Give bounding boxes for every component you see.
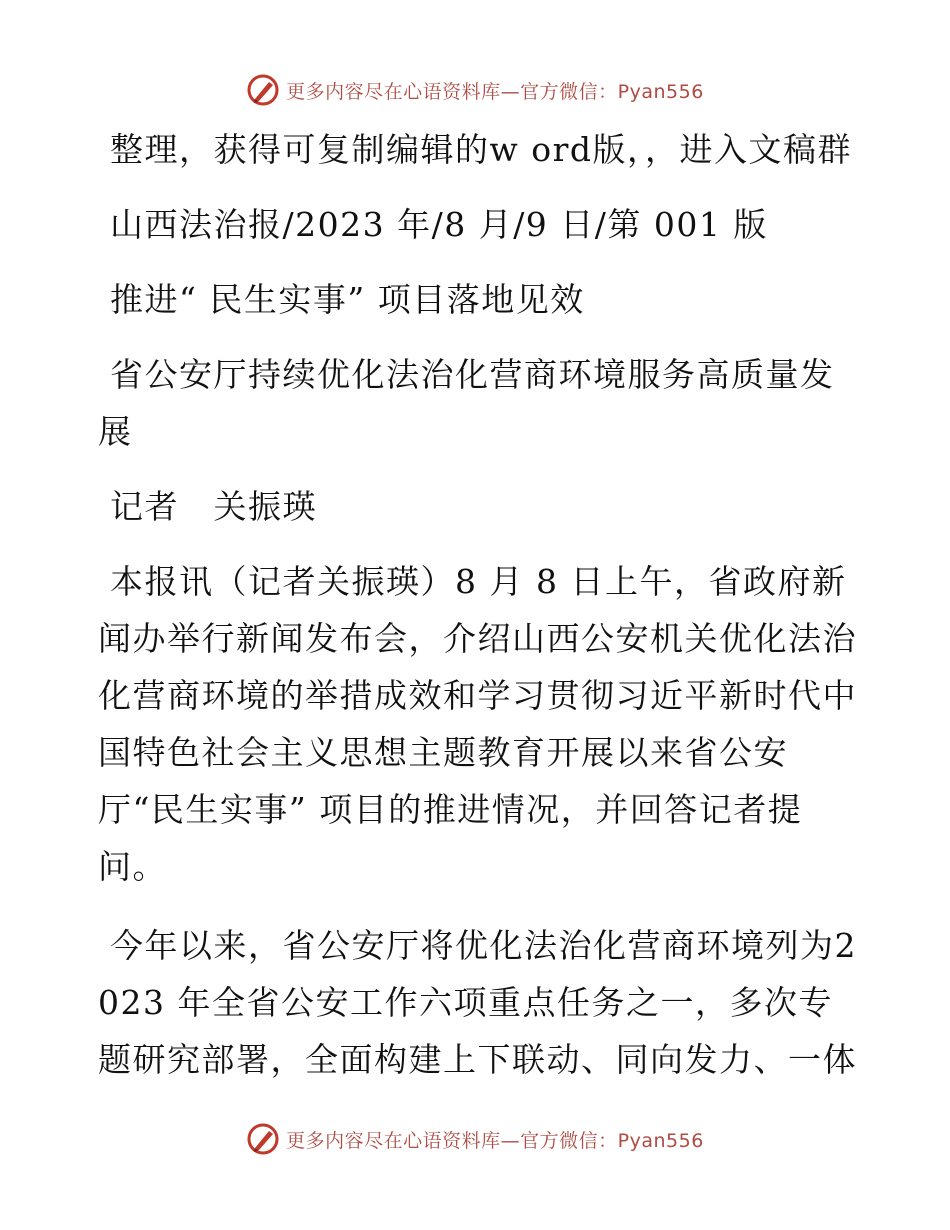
body-paragraph: 今年以来，省公安厅将优化法治化营商环境列为2023 年全省公安工作六项重点任务之一，多次专题研究部署，全面构建上下联动、同向发力、一体 [98, 926, 857, 1079]
document-body [98, 121, 858, 1088]
headline: 推进“ 民生实事” 项目落地见效 [110, 280, 585, 319]
source-line: 山西法治报/2023 年/8 月/9 日/第 001 版 [110, 205, 768, 244]
body-paragraph: 本报讯（记者关振瑛）8 月 8 日上午，省政府新闻办举行新闻发布会，介绍山西公安机关优化法治化营商环境的举措成效和学习贯彻习近平新时代中国特色社会主义思想主题教育开展以来省公安厅“民生实事” 项目的推进情况，并回答记者提问。 [98, 562, 857, 886]
pen-logo-icon [246, 1122, 280, 1156]
header-banner [0, 70, 950, 110]
banner-text: 更多内容尽在心语资料库—官方微信：Pyan556 [286, 1129, 704, 1152]
banner-text: 更多内容尽在心语资料库—官方微信：Pyan556 [286, 80, 704, 103]
intro-line: 整理，获得可复制编辑的w ord版，，进入文稿群 [110, 130, 853, 169]
byline: 记者 关振瑛 [110, 487, 317, 526]
subheadline: 省公安厅持续优化法治化营商环境服务高质量发展 [98, 355, 835, 451]
pen-logo-icon [246, 73, 280, 107]
footer-banner [0, 1119, 950, 1159]
